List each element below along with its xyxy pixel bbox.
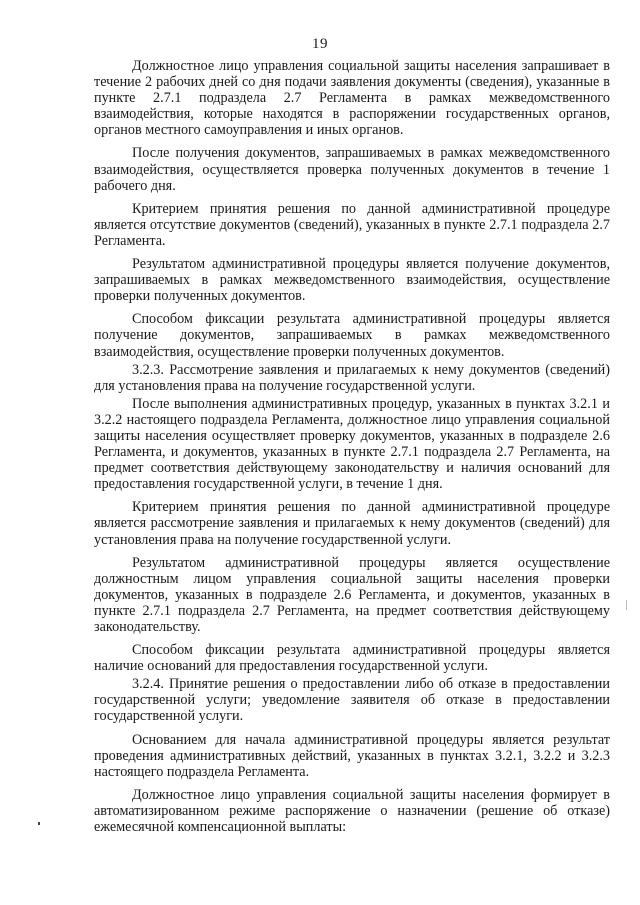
paragraph-request-documents: Должностное лицо управления социальной защиты населения запрашивает в течение 2 рабочих дней со дня подачи заявления документы (сведения), указанные в пункте 2.7.1 подраздела 2.7 Регламента в рамках межведомственного взаимодействия, которые находятся в распоряжении государственных органов, органов местного самоуправления и иных органов.	[94, 58, 610, 139]
section-3-2-3-heading: 3.2.3. Рассмотрение заявления и прилагаемых к нему документов (сведений) для установления права на получение государственной услуги.	[94, 361, 610, 394]
paragraph-official-forms: Должностное лицо управления социальной защиты населения формирует в автоматизированном режиме распоряжение о назначении (решение об отказе) ежемесячной компенсационной выплаты:	[94, 786, 610, 836]
paragraph-decision-criterion: Критерием принятия решения по данной административной процедуре является отсутствие документов (сведений), указанных в пункте 2.7.1 подраздела 2.7 Регламента.	[94, 200, 610, 249]
document-body	[94, 58, 610, 842]
paragraph-result-2: Результатом административной процедуры является осуществление должностным лицом управления социальной защиты населения проверки документов, указанных в подразделе 2.6 Регламента, и документов, указанных в пункте 2.7.1 подраздела 2.7 Регламента, на предмет соответствия действующему законодательству.	[94, 554, 610, 635]
scan-speck	[38, 822, 40, 825]
paragraph-fixation-method-2: Способом фиксации результата административной процедуры является наличие оснований для предоставления государственной услуги.	[94, 642, 610, 675]
paragraph-result: Результатом административной процедуры является получение документов, запрашиваемых в рамках межведомственного взаимодействия, осуществление проверки полученных документов.	[94, 256, 610, 305]
paragraph-fixation-method: Способом фиксации результата административной процедуры является получение документов, запрашиваемых в рамках межведомственного взаимодействия, осуществление проверки полученных документов.	[94, 311, 610, 360]
paragraph-after-receipt: После получения документов, запрашиваемых в рамках межведомственного взаимодействия, осуществляется проверка полученных документов в течение 1 рабочего дня.	[94, 145, 610, 194]
page-number: 19	[312, 36, 328, 52]
scan-speck	[626, 600, 627, 610]
section-3-2-4-heading: 3.2.4. Принятие решения о предоставлении либо об отказе в предоставлении государственной услуги; уведомление заявителя об отказе в предоставлении государственной услуги.	[94, 676, 610, 725]
paragraph-grounds: Основанием для начала административной процедуры является результат проведения административных действий, указанных в пунктах 3.2.1, 3.2.2 и 3.2.3 настоящего подраздела Регламента.	[94, 731, 610, 780]
paragraph-decision-criterion-2: Критерием принятия решения по данной административной процедуре является рассмотрение заявления и прилагаемых к нему документов (сведений) для установления права на получение государственной услуги.	[94, 499, 610, 548]
paragraph-after-procedures: После выполнения административных процедур, указанных в пунктах 3.2.1 и 3.2.2 настоящего подраздела Регламента, должностное лицо управления социальной защиты населения осуществляет проверку документов, указанных в подразделе 2.6 Регламента, и документов, указанных в пункте 2.7.1 подраздела 2.7 Регламента, на предмет соответствия действующему законодательству и наличия оснований для предоставления государственной услуги, в течение 1 дня.	[94, 395, 610, 493]
